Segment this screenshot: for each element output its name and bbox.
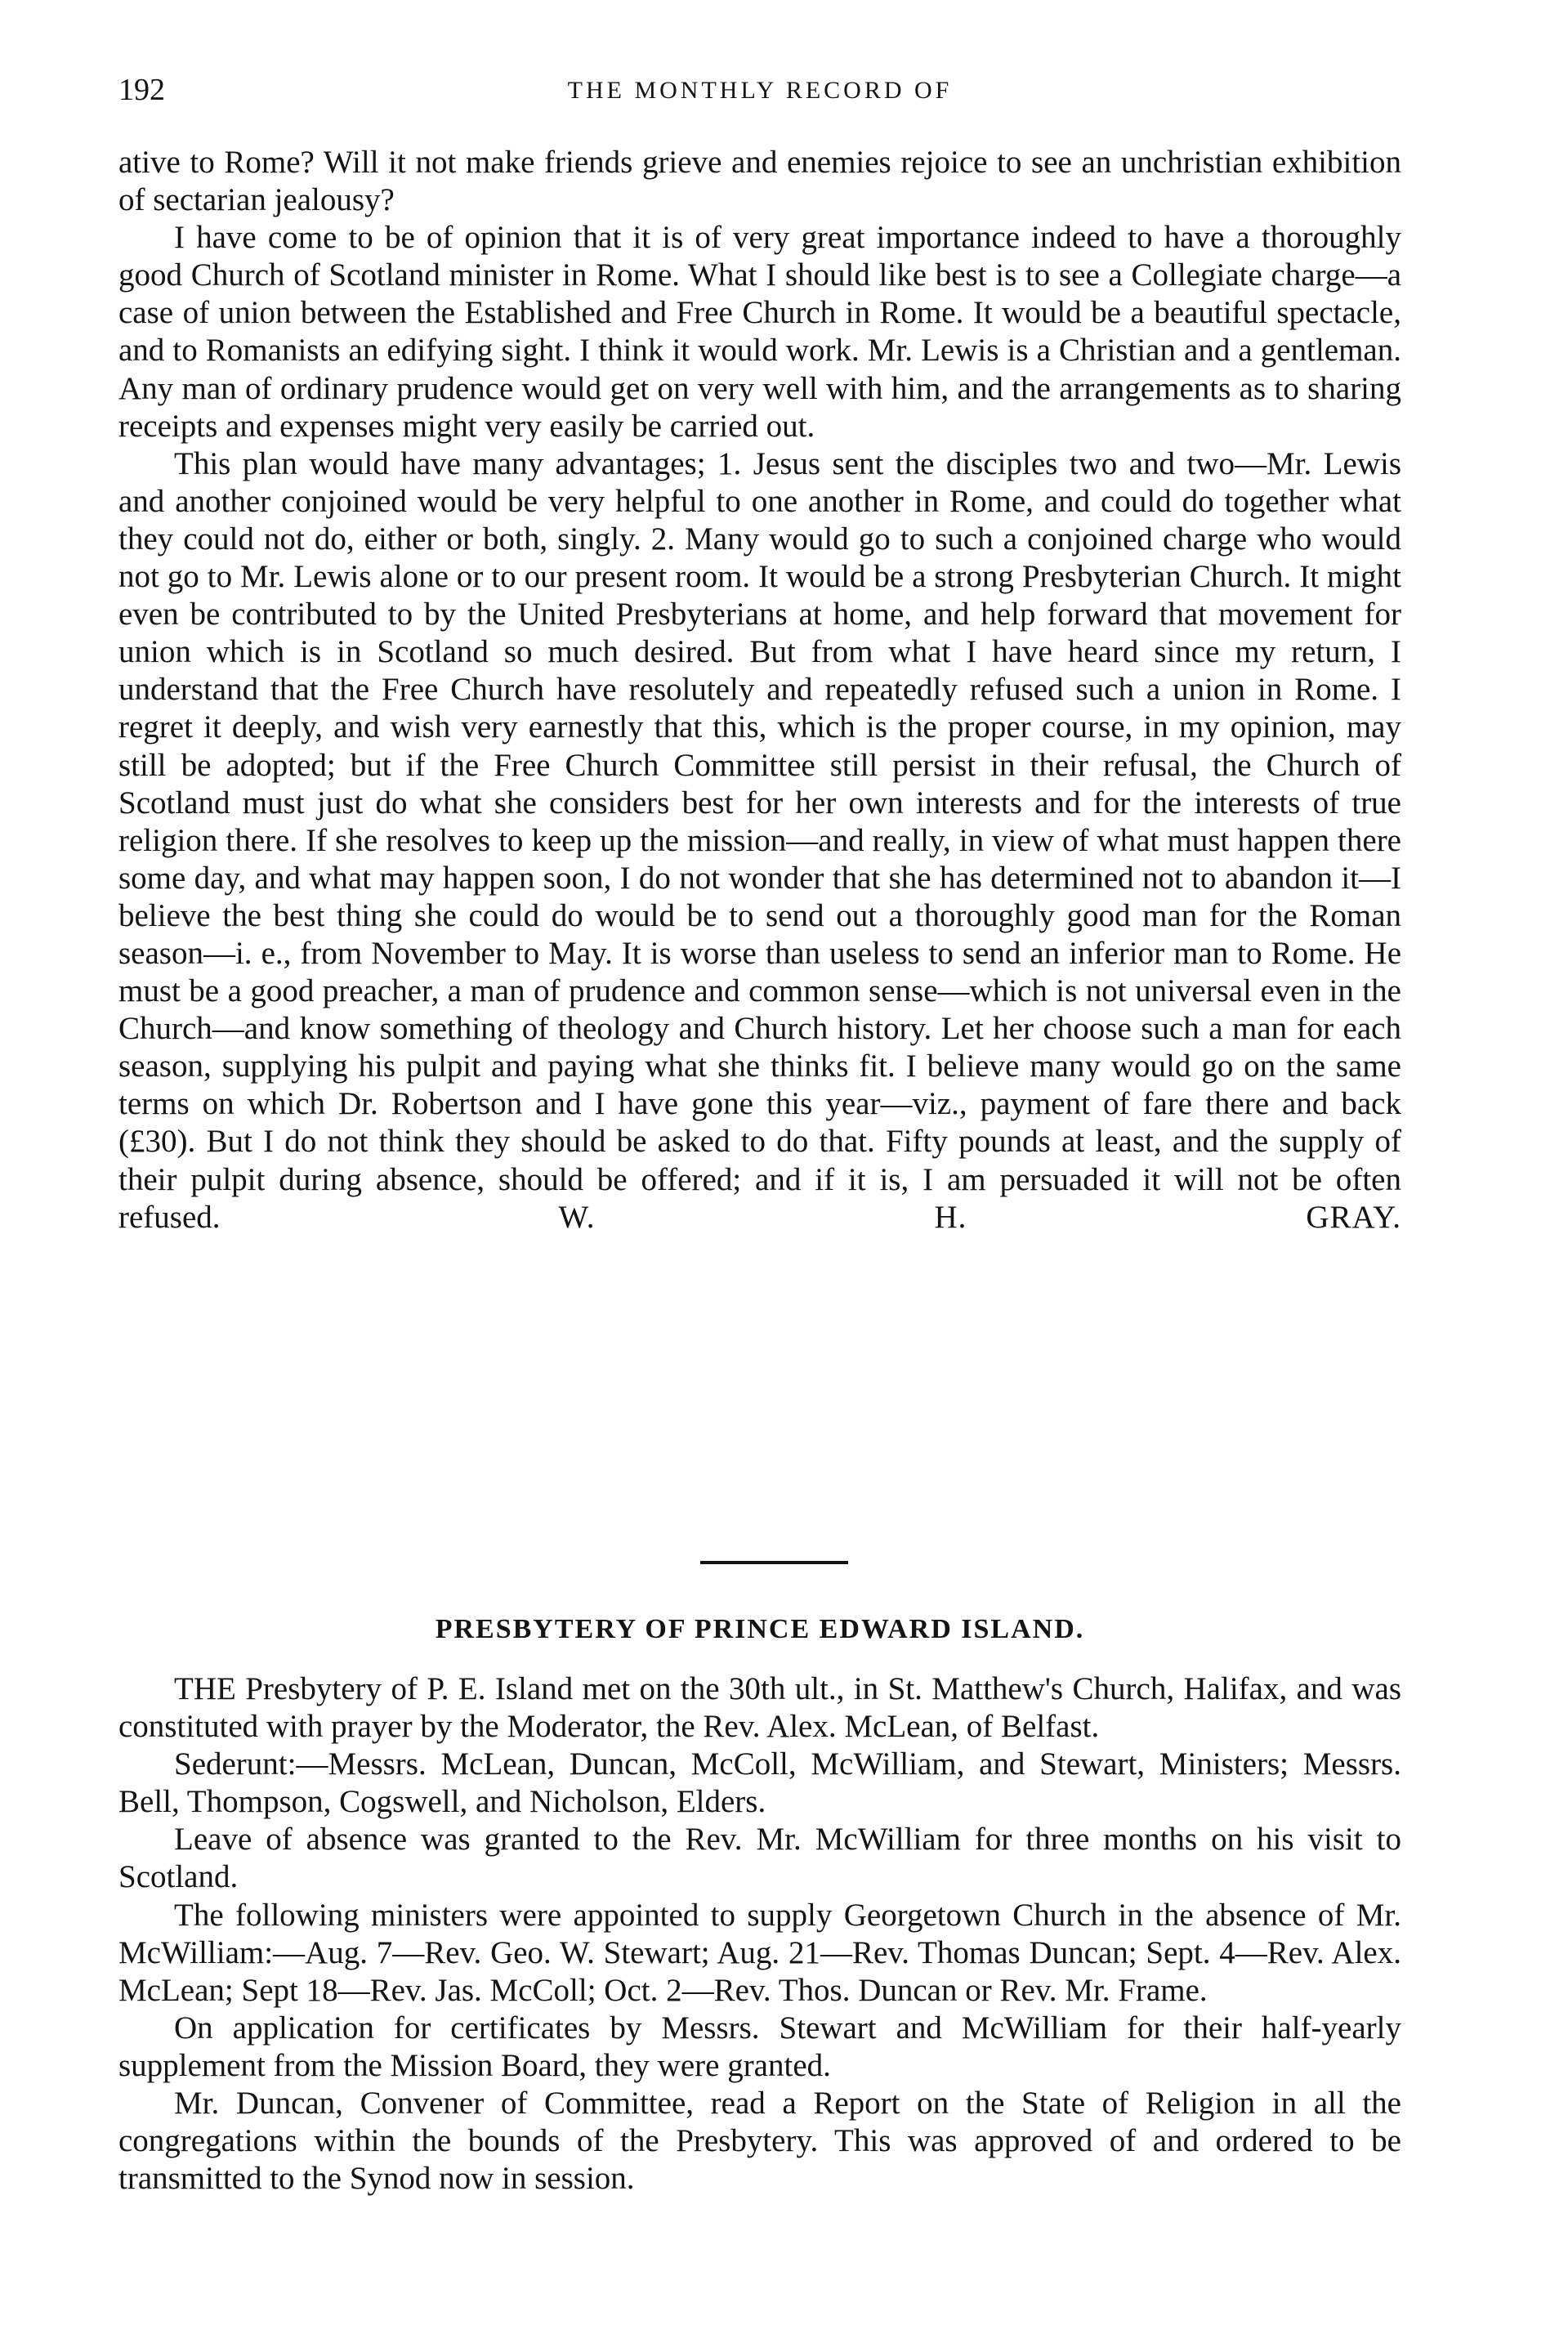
signature: W. H. GRAY. (558, 1199, 1402, 1235)
letter-body (118, 144, 1401, 1236)
letter-paragraph (118, 445, 1401, 1236)
report-paragraph: Leave of absence was granted to the Rev. Mr. McWilliam for three months on his visit to Scotland. (118, 1822, 1401, 1895)
page-number: 192 (118, 73, 165, 107)
section-divider (700, 1561, 848, 1564)
section-heading: PRESBYTERY OF PRINCE EDWARD ISLAND. (435, 1614, 1085, 1644)
presbytery-report (118, 1670, 1401, 2198)
report-paragraph: THE Presbytery of P. E. Island met on the 30th ult., in St. Matthew's Church, Halifax, and was constituted with prayer by the Moderator, the Rev. Alex. McLean, of Belfast. (118, 1671, 1401, 1745)
report-paragraph: Sederunt:—Messrs. McLean, Duncan, McColl, McWilliam, and Stewart, Ministers; Messrs. Bell, Thompson, Cogswell, and Nicholson, Elders. (118, 1746, 1401, 1820)
report-paragraph: On application for certificates by Messrs. Stewart and McWilliam for their half-yearly supplement from the Mission Board, they were granted. (118, 2010, 1401, 2083)
report-paragraph: Mr. Duncan, Convener of Committee, read a Report on the State of Religion in all the congregations within the bounds of the Presbytery. This was approved of and ordered to be transmitted to the Synod now in session. (118, 2086, 1401, 2197)
running-head: THE MONTHLY RECORD OF (567, 77, 953, 104)
letter-paragraph: ative to Rome? Will it not make friends grieve and enemies rejoice to see an unchristian exhibition of sectarian jealousy? (118, 145, 1401, 218)
letter-paragraph: I have come to be of opinion that it is of very great importance indeed to have a thoroughly good Church of Scotland minister in Rome. What I should like best is to see a Collegiate charge—a case of union between the Established and Free Church in Rome. It would be a beautiful spectacle, and to Romanists an edifying sight. I think it would work. Mr. Lewis is a Christian and a gentleman. Any man of ordinary prudence would get on very well with him, and the arrangements as to sharing receipts and expenses might very easily be carried out. (118, 220, 1401, 444)
report-paragraph: The following ministers were appointed to supply Georgetown Church in the absence of Mr. McWilliam:—Aug. 7—Rev. Geo. W. Stewart; Aug. 21—Rev. Thomas Duncan; Sept. 4—Rev. Alex. McLean; Sept 18—Rev. Jas. McColl; Oct. 2—Rev. Thos. Duncan or Rev. Mr. Frame. (118, 1897, 1401, 2008)
page-header (118, 72, 1401, 113)
letter-paragraph-text: This plan would have many advantages; 1. Jesus sent the disciples two and two—Mr. Lewis and another conjoined would be very helpful to one another in Rome, and could do together what they could not do, either or both, singly. 2. Many would go to such a conjoined charge who would not go to Mr. Lewis alone or to our present room. It would be a strong Presbyterian Church. It might even be contributed to by the United Presbyterians at home, and help forward that movement for union which is in Scotland so much desired. But from what I have heard since my return, I understand that the Free Church have resolutely and repeatedly refused such a union in Rome. I regret it deeply, and wish very earnestly that this, which is the proper course, in my opinion, may still be adopted; but if the Free Church Committee still persist in their refusal, the Church of Scotland must just do what she considers best for her own interests and for the interests of true religion there. If she resolves to keep up the mission—and really, in view of what must happen there some day, and what may happen soon, I do not wonder that she has determined not to abandon it—I believe the best thing she could do would be to send out a thoroughly good man for the Roman season—i. e., from November to May. It is worse than useless to send an inferior man to Rome. He must be a good preacher, a man of prudence and common sense—which is not universal even in the Church—and know something of theology and Church history. Let her choose such a man for each season, supplying his pulpit and paying what she thinks fit. I believe many would go on the same terms on which Dr. Robertson and I have gone this year—viz., payment of fare there and back (£30). But I do not think they should be asked to do that. Fifty pounds at least, and the supply of their pulpit during absence, should be offered; and if it is, I am persuaded it will not be often refused. (118, 445, 1401, 1235)
